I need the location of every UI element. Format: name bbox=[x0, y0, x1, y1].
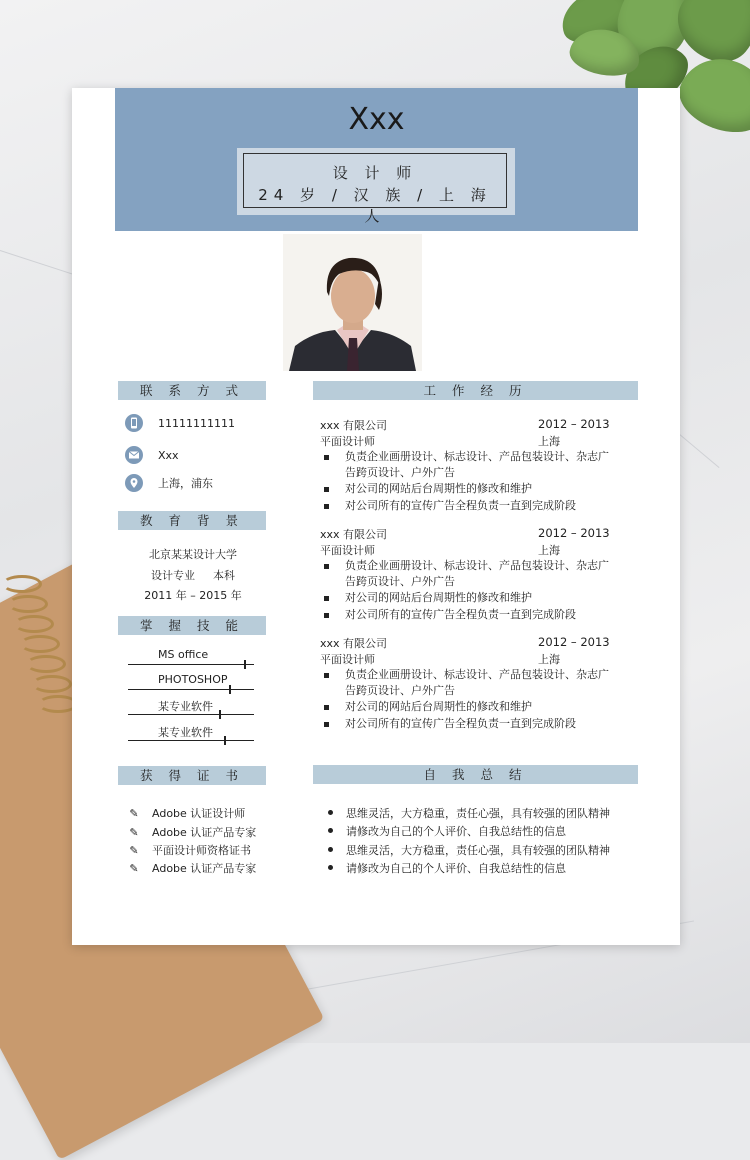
personal-details: 24 岁 / 汉 族 / 上 海 人 bbox=[258, 186, 492, 225]
bullet bbox=[324, 564, 329, 569]
job-entry bbox=[320, 417, 620, 517]
bullet bbox=[328, 810, 333, 815]
summary-text: 思维灵活，大方稳重，责任心强，具有较强的团队精神 bbox=[346, 844, 610, 857]
phone-icon bbox=[125, 414, 143, 432]
bullet bbox=[328, 865, 333, 870]
job-duty: 对公司所有的宣传广告全程负责一直到完成阶段 bbox=[345, 499, 576, 512]
job-dates: 2012 – 2013 bbox=[538, 635, 610, 649]
section-summary: 自 我 总 结 bbox=[313, 765, 638, 784]
bullet bbox=[324, 487, 329, 492]
resume-name: Xxx bbox=[348, 102, 405, 137]
bullet bbox=[324, 613, 329, 618]
mail-icon bbox=[125, 446, 143, 464]
job-dates: 2012 – 2013 bbox=[538, 526, 610, 540]
bullet bbox=[324, 705, 329, 710]
bullet bbox=[324, 722, 329, 727]
job-entry bbox=[320, 635, 620, 735]
skill-track bbox=[128, 689, 254, 690]
skill-name: 某专业软件 bbox=[158, 700, 213, 713]
notebook-rings bbox=[0, 570, 70, 740]
job-title: 设 计 师 bbox=[332, 164, 418, 182]
job-duty: 对公司的网站后台周期性的修改和维护 bbox=[345, 591, 532, 604]
skill-level-marker bbox=[244, 660, 246, 669]
skill-track bbox=[128, 714, 254, 715]
bullet bbox=[328, 828, 333, 833]
job-entry bbox=[320, 526, 620, 626]
skill-item bbox=[128, 648, 254, 672]
cert-item bbox=[126, 843, 251, 859]
job-city: 上海 bbox=[538, 544, 560, 557]
summary-text: 请修改为自己的个人评价、自我总结性的信息 bbox=[346, 825, 566, 838]
job-duty: 对公司所有的宣传广告全程负责一直到完成阶段 bbox=[345, 608, 576, 621]
job-company: xxx 有限公司 bbox=[320, 419, 388, 432]
job-duty: 负责企业画册设计、标志设计、产品包装设计、杂志广告跨页设计、户外广告 bbox=[345, 559, 609, 588]
bullet bbox=[324, 673, 329, 678]
skill-level-marker bbox=[224, 736, 226, 745]
skill-level-marker bbox=[229, 685, 231, 694]
cert-label: Adobe 认证产品专家 bbox=[152, 862, 257, 875]
skill-name: 某专业软件 bbox=[158, 726, 213, 739]
skill-track bbox=[128, 664, 254, 665]
edu-years: 2011 年 – 2015 年 bbox=[144, 589, 242, 602]
cert-item bbox=[126, 806, 245, 822]
cert-item bbox=[126, 861, 256, 877]
section-work: 工 作 经 历 bbox=[313, 381, 638, 400]
skill-name: MS office bbox=[158, 648, 209, 661]
cert-label: Adobe 认证产品专家 bbox=[152, 826, 257, 839]
pencil-icon: ✎ bbox=[129, 844, 139, 857]
skill-item bbox=[128, 724, 254, 748]
pencil-icon: ✎ bbox=[129, 826, 139, 839]
bullet bbox=[324, 504, 329, 509]
job-role: 平面设计师 bbox=[320, 653, 375, 666]
job-role: 平面设计师 bbox=[320, 435, 375, 448]
job-duty: 对公司的网站后台周期性的修改和维护 bbox=[345, 700, 532, 713]
cert-item bbox=[126, 825, 256, 841]
profile-photo bbox=[283, 234, 422, 371]
bullet bbox=[324, 596, 329, 601]
location-pin-icon bbox=[125, 474, 143, 492]
skill-level-marker bbox=[219, 710, 221, 719]
job-city: 上海 bbox=[538, 435, 560, 448]
cert-label: Adobe 认证设计师 bbox=[152, 807, 246, 820]
cert-label: 平面设计师资格证书 bbox=[152, 844, 251, 857]
summary-text: 思维灵活，大方稳重，责任心强，具有较强的团队精神 bbox=[346, 807, 610, 820]
resume-paper: Xxx 设 计 师 24 岁 / 汉 族 / 上 海 人 联 系 方 式 11111111111 Xxx 上海，浦东 教 育 背 景 北京某某设计大学 设计专业 本科 2011 年 – 2015 年 掌 握 技 能 MS office PHOTOSHOP 某专业软件 某专业软件 获 得 证 书 ✎ Adobe 认证设计师 ✎ Adobe 认证产品专家 ✎ 平面设计师资格证书 ✎ Adobe 认证产品专家 工 作 经 历 xxx 有限公司 2012 – 2013 平面设计师 上海 负责企业画册设计、标志设计、产品包装设计、杂志广告跨页设计、户外广告 对公司的网站后台周期性的修改和维护 对公司所有的宣传广告全程负责一直到完成阶段 xxx 有限公司 2012 – 2013 平面设计师 上海 负责企业画册设计、标志设计、产品包装设计、杂志广告跨页设计、户外广告 对公司的网站后台周期性的修改和维护 对公司所有的宣传广告全程负责一直到完成阶段 xxx 有限公司 2012 – 2013 平面设计师 上海 负责企业画册设计、标志设计、产品包装设计、杂志广告跨页设计、户外广告 对公司的网站后台周期性的修改和维护 对公司所有的宣传广告全程负责一直到完成阶段 自 我 总 结 思维灵活，大方稳重，责任心强，具有较强的团队精神 请修改为自己的个人评价、自我总结性的信息 思维灵活，大方稳重，责任心强，具有较强的团队精神 请修改为自己的个人评价、自我总结性的信息 bbox=[72, 88, 680, 945]
job-duty: 负责企业画册设计、标志设计、产品包装设计、杂志广告跨页设计、户外广告 bbox=[345, 668, 609, 697]
skill-name: PHOTOSHOP bbox=[158, 673, 228, 686]
skill-item bbox=[128, 698, 254, 722]
section-education: 教 育 背 景 bbox=[118, 511, 266, 530]
section-certs: 获 得 证 书 bbox=[118, 766, 266, 785]
job-role: 平面设计师 bbox=[320, 544, 375, 557]
job-company: xxx 有限公司 bbox=[320, 637, 388, 650]
edu-major-degree: 设计专业 本科 bbox=[151, 569, 235, 582]
title-box bbox=[237, 148, 515, 225]
summary-text: 请修改为自己的个人评价、自我总结性的信息 bbox=[346, 862, 566, 875]
bullet bbox=[324, 455, 329, 460]
job-duty: 对公司的网站后台周期性的修改和维护 bbox=[345, 482, 532, 495]
section-skills: 掌 握 技 能 bbox=[118, 616, 266, 635]
skill-track bbox=[128, 740, 254, 741]
resume-header bbox=[115, 88, 638, 231]
bullet bbox=[328, 847, 333, 852]
job-dates: 2012 – 2013 bbox=[538, 417, 610, 431]
job-duty: 对公司所有的宣传广告全程负责一直到完成阶段 bbox=[345, 717, 576, 730]
section-contact: 联 系 方 式 bbox=[118, 381, 266, 400]
skill-item bbox=[128, 673, 254, 697]
job-company: xxx 有限公司 bbox=[320, 528, 388, 541]
pencil-icon: ✎ bbox=[129, 862, 139, 875]
pencil-icon: ✎ bbox=[129, 807, 139, 820]
job-city: 上海 bbox=[538, 653, 560, 666]
job-duty: 负责企业画册设计、标志设计、产品包装设计、杂志广告跨页设计、户外广告 bbox=[345, 450, 609, 479]
edu-school: 北京某某设计大学 bbox=[149, 548, 237, 561]
